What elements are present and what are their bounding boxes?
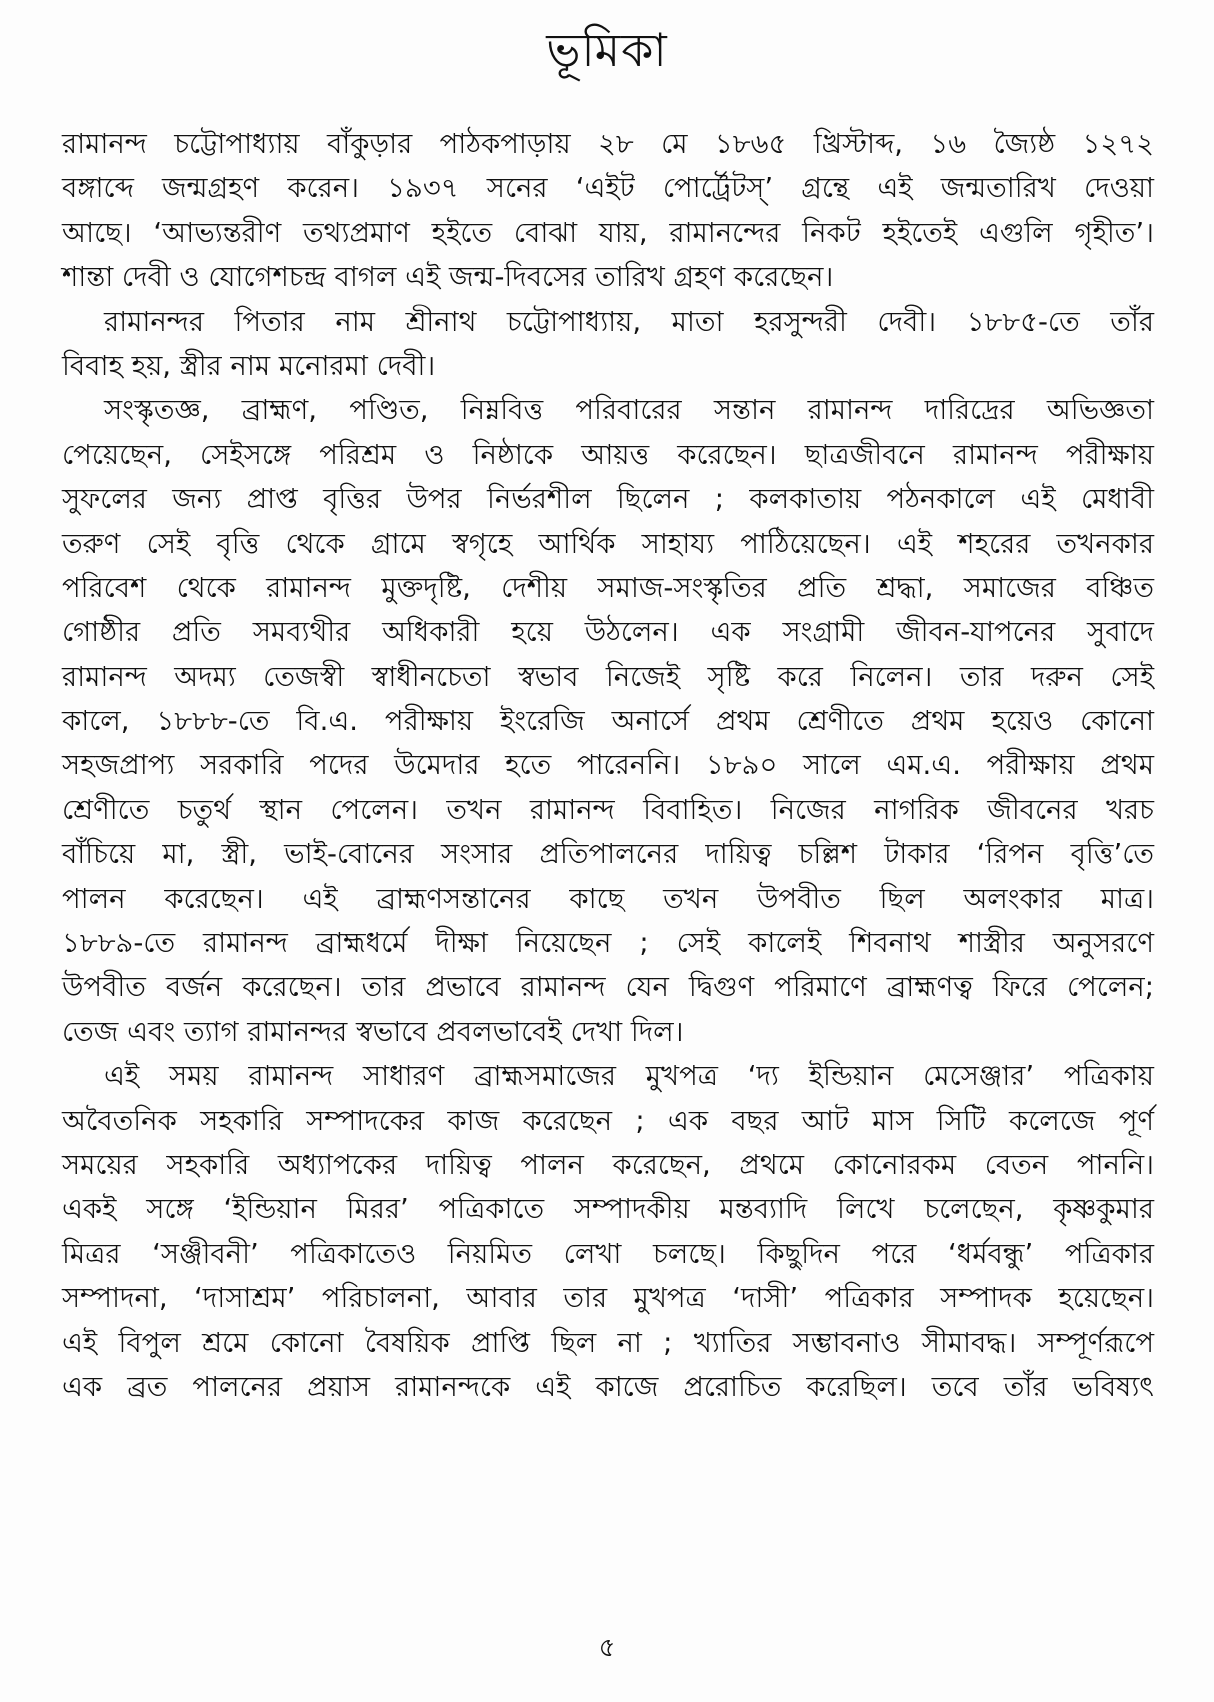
text-line: সময়ের সহকারি অধ্যাপকের দায়িত্ব পালন করেছেন, প্রথমে কোনোরকম বেতন পাননি। xyxy=(62,1148,1154,1181)
text-line: পালন করেছেন। এই ব্রাহ্মণসন্তানের কাছে তখন উপবীত ছিল অলংকার মাত্র। xyxy=(62,882,1154,915)
text-line: সম্পাদনা, ‘দাসাশ্রম’ পরিচালনা, আবার তার মুখপত্র ‘দাসী’ পত্রিকার সম্পাদক হয়েছেন। xyxy=(62,1282,1154,1315)
text-line: শান্তা দেবী ও যোগেশচন্দ্র বাগল এই জন্ম-দিবসের তারিখ গ্রহণ করেছেন। xyxy=(62,261,834,294)
text-line: রামানন্দ অদম্য তেজস্বী স্বাধীনচেতা স্বভাব নিজেই সৃষ্টি করে নিলেন। তার দরুন সেই xyxy=(62,660,1154,693)
text-line: এক ব্রত পালনের প্রয়াস রামানন্দকে এই কাজে প্ররোচিত করেছিল। তবে তাঁর ভবিষ্যৎ xyxy=(62,1370,1154,1403)
text-line: পরিবেশ থেকে রামানন্দ মুক্তদৃষ্টি, দেশীয় সমাজ-সংস্কৃতির প্রতি শ্রদ্ধা, সমাজের বঞ্চিত xyxy=(62,571,1154,604)
body-text xyxy=(62,122,1154,1409)
text-line: এই বিপুল শ্রমে কোনো বৈষয়িক প্রাপ্তি ছিল না ; খ্যাতির সম্ভাবনাও সীমাবদ্ধ। সম্পূর্ণরূপে xyxy=(62,1326,1154,1359)
text-line: তরুণ সেই বৃত্তি থেকে গ্রামে স্বগৃহে আর্থিক সাহায্য পাঠিয়েছেন। এই শহরের তখনকার xyxy=(62,527,1154,560)
text-line: সংস্কৃতজ্ঞ, ব্রাহ্মণ, পণ্ডিত, নিম্নবিত্ত পরিবারের সন্তান রামানন্দ দারিদ্রের অভিজ্ঞতা xyxy=(104,394,1154,427)
text-line: তেজ এবং ত্যাগ রামানন্দর স্বভাবে প্রবলভাবেই দেখা দিল। xyxy=(62,1015,684,1048)
text-line: আছে। ‘আভ্যন্তরীণ তথ্যপ্রমাণ হইতে বোঝা যায়, রামানন্দের নিকট হইতেই এগুলি গৃহীত’। xyxy=(62,216,1154,249)
page-title: ভূমিকা xyxy=(546,23,668,77)
text-line: রামানন্দ চট্টোপাধ্যায় বাঁকুড়ার পাঠকপাড়ায় ২৮ মে ১৮৬৫ খ্রিস্টাব্দ, ১৬ জ্যৈষ্ঠ ১২৭২ xyxy=(62,128,1154,160)
text-line: অবৈতনিক সহকারি সম্পাদকের কাজ করেছেন ; এক বছর আট মাস সিটি কলেজে পূর্ণ xyxy=(62,1104,1154,1137)
text-line: গোষ্ঠীর প্রতি সমব্যথীর অধিকারী হয়ে উঠলেন। এক সংগ্রামী জীবন-যাপনের সুবাদে xyxy=(62,616,1154,649)
text-line: বাঁচিয়ে মা, স্ত্রী, ভাই-বোনের সংসার প্রতিপালনের দায়িত্ব চল্লিশ টাকার ‘রিপন বৃত্তি’তে xyxy=(62,838,1154,871)
text-line: বঙ্গাব্দে জন্মগ্রহণ করেন। ১৯৩৭ সনের ‘এইট পোর্ট্রেটস্’ গ্রন্থে এই জন্মতারিখ দেওয়া xyxy=(62,172,1154,205)
text-line: শ্রেণীতে চতুর্থ স্থান পেলেন। তখন রামানন্দ বিবাহিত। নিজের নাগরিক জীবনের খরচ xyxy=(62,793,1154,826)
page-number: ৫ xyxy=(598,1633,616,1663)
text-line: পেয়েছেন, সেইসঙ্গে পরিশ্রম ও নিষ্ঠাকে আয়ত্ত করেছেন। ছাত্রজীবনে রামানন্দ পরীক্ষায় xyxy=(62,438,1154,471)
text-line: মিত্রর ‘সঞ্জীবনী’ পত্রিকাতেও নিয়মিত লেখা চলছে। কিছুদিন পরে ‘ধর্মবন্ধু’ পত্রিকার xyxy=(62,1237,1154,1270)
text-line: সহজপ্রাপ্য সরকারি পদের উমেদার হতে পারেননি। ১৮৯০ সালে এম.এ. পরীক্ষায় প্রথম xyxy=(62,749,1154,782)
text-line: একই সঙ্গে ‘ইন্ডিয়ান মিরর’ পত্রিকাতে সম্পাদকীয় মন্তব্যাদি লিখে চলেছেন, কৃষ্ণকুমার xyxy=(62,1193,1154,1226)
text-line: উপবীত বর্জন করেছেন। তার প্রভাবে রামানন্দ যেন দ্বিগুণ পরিমাণে ব্রাহ্মণত্ব ফিরে পেলেন; xyxy=(62,971,1154,1004)
text-line: বিবাহ হয়, স্ত্রীর নাম মনোরমা দেবী। xyxy=(62,349,436,382)
text-line: এই সময় রামানন্দ সাধারণ ব্রাহ্মসমাজের মুখপত্র ‘দ্য ইন্ডিয়ান মেসেঞ্জার’ পত্রিকায় xyxy=(104,1060,1154,1093)
text-line: রামানন্দর পিতার নাম শ্রীনাথ চট্টোপাধ্যায়, মাতা হরসুন্দরী দেবী। ১৮৮৫-তে তাঁর xyxy=(104,305,1154,338)
text-line: ১৮৮৯-তে রামানন্দ ব্রাহ্মধর্মে দীক্ষা নিয়েছেন ; সেই কালেই শিবনাথ শাস্ত্রীর অনুসরণে xyxy=(62,927,1154,960)
text-line: সুফলের জন্য প্রাপ্ত বৃত্তির উপর নির্ভরশীল ছিলেন ; কলকাতায় পঠনকালে এই মেধাবী xyxy=(62,483,1154,516)
text-line: কালে, ১৮৮৮-তে বি.এ. পরীক্ষায় ইংরেজি অনার্সে প্রথম শ্রেণীতে প্রথম হয়েও কোনো xyxy=(62,705,1154,738)
